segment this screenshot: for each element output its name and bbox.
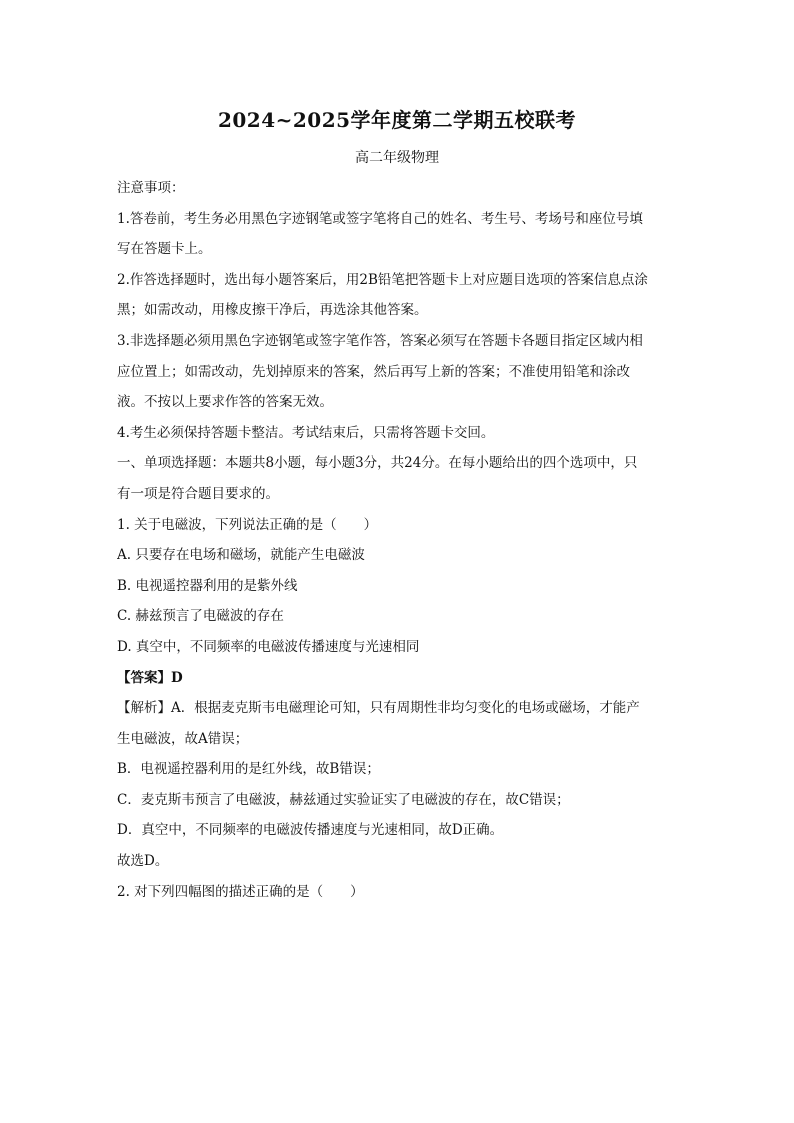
- section-heading: 一、单项选择题：本题共8小题，每小题3分，共24分。在每小题给出的四个选项中，只: [117, 455, 638, 472]
- question-1-analysis: 【解析】A．根据麦克斯韦电磁理论可知，只有周期性非均匀变化的电场或磁场，才能产: [117, 700, 640, 717]
- notice-item-1: 1.答卷前，考生务必用黑色字迹钢笔或签字笔将自己的姓名、考生号、考场号和座位号填: [117, 210, 643, 227]
- notice-item-1-cont: 写在答题卡上。: [117, 241, 212, 258]
- question-1-option-d: D. 真空中，不同频率的电磁波传播速度与光速相同: [117, 638, 420, 655]
- question-1-conclusion: 故选D。: [117, 853, 169, 870]
- section-heading-cont: 有一项是符合题目要求的。: [117, 485, 279, 502]
- notice-item-3-cont: 应位置上；如需改动，先划掉原来的答案，然后再写上新的答案；不准使用铅笔和涂改: [117, 363, 630, 380]
- question-1-analysis-b: B．电视遥控器利用的是红外线，故B错误；: [117, 761, 380, 778]
- question-1-analysis-d: D．真空中，不同频率的电磁波传播速度与光速相同，故D正确。: [117, 822, 504, 839]
- question-1-stem: 1. 关于电磁波，下列说法正确的是（ ）: [117, 516, 378, 533]
- page-subtitle: 高二年级物理: [355, 150, 439, 166]
- question-2-stem: 2. 对下列四幅图的描述正确的是（ ）: [117, 883, 364, 900]
- page-title: 2024~2025学年度第二学期五校联考: [217, 108, 577, 132]
- question-1-analysis-c: C．麦克斯韦预言了电磁波，赫兹通过实验证实了电磁波的存在，故C错误；: [117, 791, 570, 808]
- question-1-option-b: B. 电视遥控器利用的是紫外线: [117, 577, 298, 594]
- question-1-analysis-cont: 生电磁波，故A错误；: [117, 730, 249, 747]
- notice-item-3: 3.非选择题必须用黑色字迹钢笔或签字笔作答，答案必须写在答题卡各题目指定区域内相: [117, 332, 643, 349]
- document-body: [117, 173, 677, 907]
- notice-item-2-cont: 黑；如需改动，用橡皮擦干净后，再选涂其他答案。: [117, 302, 428, 319]
- notice-item-3-cont2: 液。不按以上要求作答的答案无效。: [117, 394, 333, 411]
- question-1-answer: 【答案】D: [117, 669, 183, 686]
- notice-item-2: 2.作答选择题时，选出每小题答案后，用2B铅笔把答题卡上对应题目选项的答案信息点涂: [117, 271, 648, 288]
- question-1-option-a: A. 只要存在电场和磁场，就能产生电磁波: [117, 547, 365, 564]
- question-1-option-c: C. 赫兹预言了电磁波的存在: [117, 608, 284, 625]
- notice-item-4: 4.考生必须保持答题卡整洁。考试结束后，只需将答题卡交回。: [117, 424, 495, 441]
- notice-heading: 注意事项：: [117, 180, 185, 196]
